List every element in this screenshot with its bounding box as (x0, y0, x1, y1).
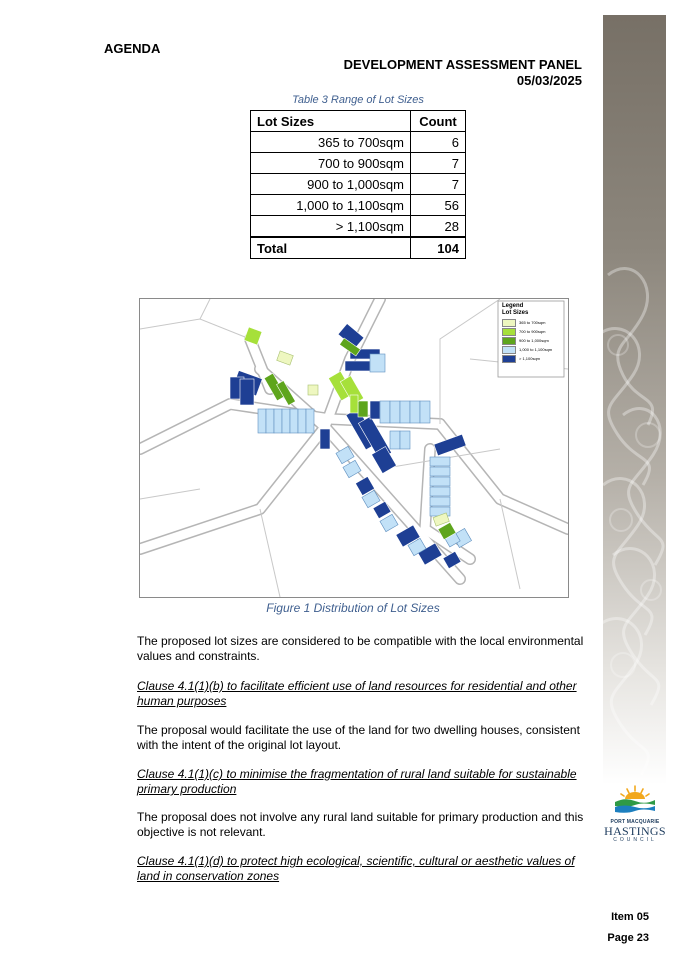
logo-line-3: COUNCIL (613, 837, 657, 843)
lot-range: 1,000 to 1,100sqm (251, 195, 411, 216)
legend-entry (502, 318, 564, 327)
clause-heading-d: Clause 4.1(1)(d) to protect high ecological, scientific, cultural or aesthetic values of land in conservation zones (137, 854, 575, 883)
paragraph-rural-land: The proposal does not involve any rural land suitable for primary production and this objective is not relevant. (137, 810, 584, 839)
panel-header (344, 57, 582, 89)
item-number: Item 05 (611, 911, 649, 923)
header-count: Count (411, 111, 466, 132)
lot-range: 365 to 700sqm (251, 132, 411, 153)
logo-line-1: PORT MACQUARIE (610, 819, 660, 825)
legend-label: 900 to 1,000sqm (519, 338, 549, 343)
table-row (251, 195, 466, 216)
map-legend (502, 303, 564, 363)
legend-label: > 1,100sqm (519, 356, 541, 361)
header-lot-sizes: Lot Sizes (251, 111, 411, 132)
legend-swatch (502, 355, 516, 363)
legend-label: 700 to 900sqm (519, 329, 546, 334)
table-total-row (251, 237, 466, 259)
legend-subtitle: Lot Sizes (502, 310, 529, 316)
council-logo (603, 784, 667, 843)
table-row (251, 132, 466, 153)
legend-entry (502, 354, 564, 363)
lot-range: 900 to 1,000sqm (251, 174, 411, 195)
legend-swatch (502, 328, 516, 336)
lot-range: 700 to 900sqm (251, 153, 411, 174)
agenda-label: AGENDA (104, 41, 161, 56)
figure-caption: Figure 1 Distribution of Lot Sizes (266, 601, 440, 615)
panel-title: DEVELOPMENT ASSESSMENT PANEL (343, 57, 582, 72)
lot-count: 28 (411, 216, 466, 238)
logo-line-2: HASTINGS (604, 824, 666, 838)
lot-count: 6 (411, 132, 466, 153)
legend-swatch (502, 319, 516, 327)
table-row (251, 153, 466, 174)
table-row (251, 174, 466, 195)
table-row (251, 216, 466, 238)
paragraph-dwelling: The proposal would facilitate the use of the land for two dwelling houses, consistent with the intent of the original lot layout. (137, 723, 580, 752)
legend-swatch (502, 346, 516, 354)
clause-heading-c: Clause 4.1(1)(c) to minimise the fragmentation of rural land suitable for sustainable primary production (137, 767, 577, 796)
lot-range: > 1,100sqm (251, 216, 411, 238)
swirl-pattern (603, 15, 666, 785)
table-header-row (251, 111, 466, 132)
paragraph-compatibility: The proposed lot sizes are considered to be compatible with the local environmental values and constraints. (137, 634, 584, 663)
legend-title: Legend (502, 303, 524, 309)
lot-count: 56 (411, 195, 466, 216)
legend-label: 1,000 to 1,100sqm (519, 347, 553, 352)
page-number: Page 23 (607, 932, 649, 944)
meeting-date: 05/03/2025 (516, 73, 582, 88)
sun-wave-icon (613, 784, 657, 814)
legend-entry (502, 345, 564, 354)
clause-heading-b: Clause 4.1(1)(b) to facilitate efficient use of land resources for residential and other human purposes (137, 679, 577, 708)
lot-count: 7 (411, 153, 466, 174)
table-caption: Table 3 Range of Lot Sizes (292, 94, 424, 106)
legend-swatch (502, 337, 516, 345)
total-label: Total (251, 237, 411, 259)
lot-count: 7 (411, 174, 466, 195)
total-value: 104 (411, 237, 466, 259)
legend-entry (502, 336, 564, 345)
lot-distribution-map (139, 298, 569, 598)
lot-sizes-table (250, 110, 466, 259)
legend-label: 365 to 700sqm (519, 320, 546, 325)
decorative-sidebar (603, 15, 666, 785)
legend-entry (502, 327, 564, 336)
